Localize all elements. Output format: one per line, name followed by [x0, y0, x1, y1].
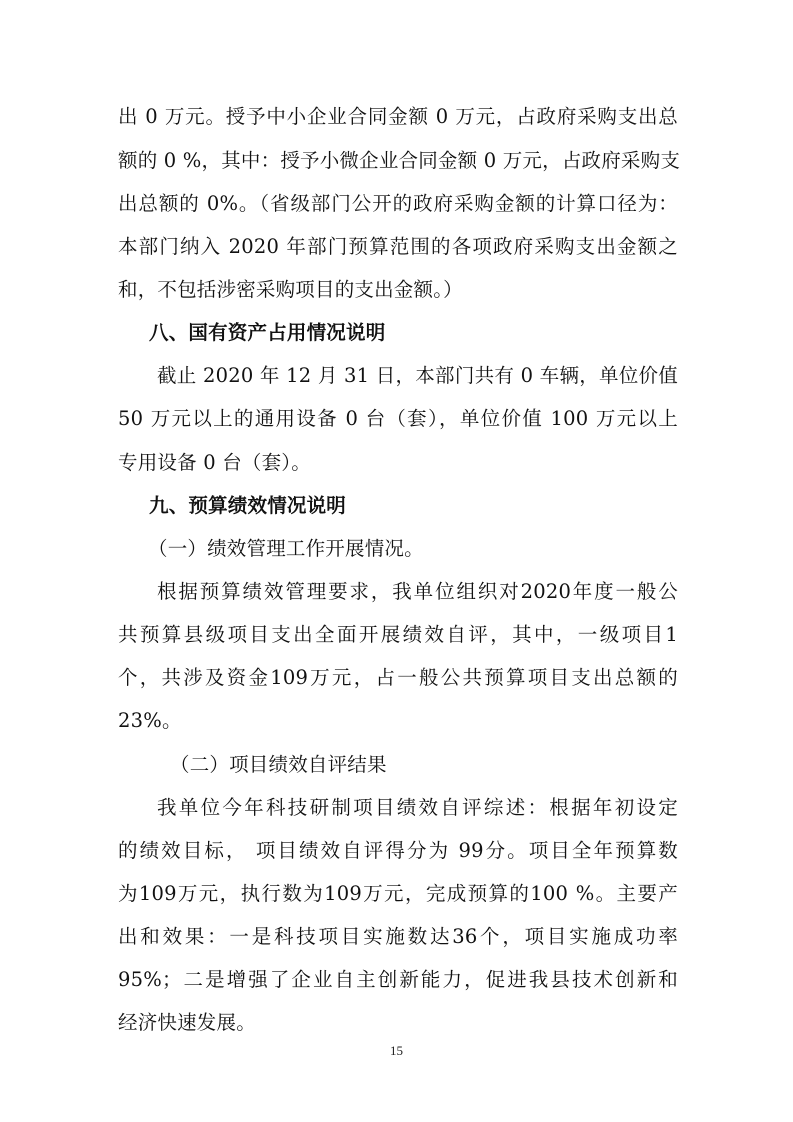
paragraph-line: 出总额的 0%。（省级部门公开的政府采购金额的计算口径为： — [118, 192, 678, 215]
paragraph-line: 额的 0 %，其中：授予小微企业合同金额 0 万元，占政府采购支 — [118, 149, 681, 172]
paragraph-line: 为109万元，执行数为109万元，完成预算的100 %。主要产 — [118, 882, 678, 905]
paragraph-line: 23%。 — [118, 709, 182, 732]
paragraph-line: 和，不包括涉密采购项目的支出金额。） — [118, 278, 463, 301]
paragraph-line: 共预算县级项目支出全面开展绩效自评，其中，一级项目1 — [118, 623, 678, 646]
subsection-heading-performance-management: （一）绩效管理工作开展情况。 — [148, 537, 424, 560]
subsection-heading-project-self-evaluation: （二）项目绩效自评结果 — [170, 753, 387, 776]
page-number: 15 — [390, 1043, 403, 1058]
paragraph-line: 截止 2020 年 12 月 31 日，本部门共有 0 车辆，单位价值 — [157, 364, 678, 387]
paragraph-line: 专用设备 0 台（套）。 — [118, 451, 311, 474]
paragraph-line: 出 0 万元。授予中小企业合同金额 0 万元，占政府采购支出总 — [118, 105, 678, 128]
section-heading-budget-performance: 九、预算绩效情况说明 — [149, 494, 347, 517]
paragraph-line: 的绩效目标， 项目绩效自评得分为 99分。项目全年预算数 — [118, 839, 678, 862]
paragraph-line: 50 万元以上的通用设备 0 台（套），单位价值 100 万元以上 — [118, 407, 678, 430]
paragraph-line: 个，共涉及资金109万元，占一般公共预算项目支出总额的 — [118, 666, 678, 689]
paragraph-line: 出和效果：一是科技项目实施数达36个，项目实施成功率 — [118, 925, 678, 948]
paragraph-line: 95%；二是增强了企业自主创新能力，促进我县技术创新和 — [118, 968, 678, 991]
paragraph-line: 经济快速发展。 — [118, 1011, 256, 1034]
paragraph-line: 根据预算绩效管理要求，我单位组织对2020年度一般公 — [157, 580, 678, 603]
paragraph-line: 我单位今年科技研制项目绩效自评综述：根据年初设定 — [157, 796, 678, 819]
section-heading-state-assets: 八、国有资产占用情况说明 — [149, 321, 386, 344]
paragraph-line: 本部门纳入 2020 年部门预算范围的各项政府采购支出金额之 — [118, 235, 678, 258]
